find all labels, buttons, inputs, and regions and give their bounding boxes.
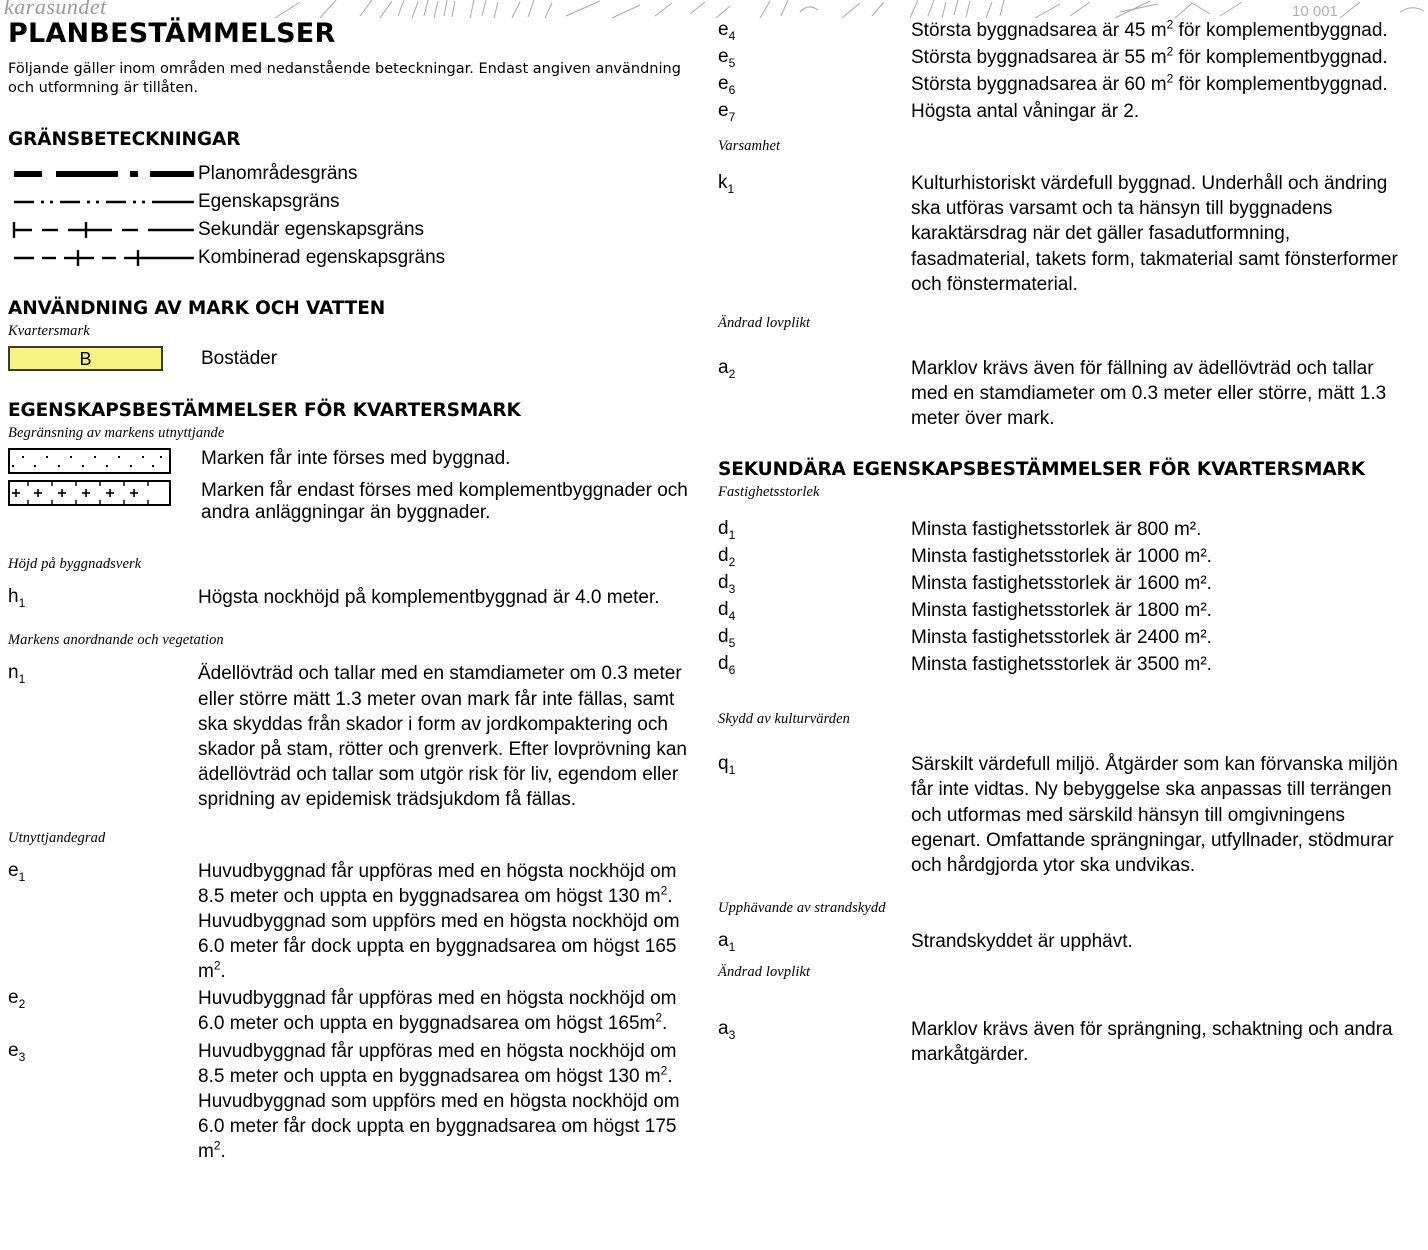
right-column [714, 18, 1428, 1069]
subhead-andrad-lovplikt-2: Ändrad lovplikt [718, 963, 811, 980]
limitation-text: Marken får inte förses med byggnad. [201, 447, 511, 469]
egenskapsgrans-line-icon [8, 188, 198, 216]
provision-code-index: 7 [728, 110, 736, 125]
provision-code [8, 661, 198, 686]
provision-code-letter: d [718, 545, 729, 567]
provision-code-letter: e [718, 46, 729, 68]
provision-a3 [718, 1017, 1410, 1067]
provision-e6 [718, 72, 1410, 97]
page-title: PLANBESTÄMMELSER [8, 18, 336, 49]
section-heading-property-provisions: EGENSKAPSBESTÄMMELSER FÖR KVARTERSMARK [8, 399, 521, 421]
land-use-code-box [8, 346, 163, 371]
provision-code [718, 625, 911, 650]
land-use-row-bostader [8, 344, 700, 374]
provision-code-letter: d [718, 626, 729, 648]
section-heading-boundaries: GRÄNSBETECKNINGAR [8, 128, 241, 150]
legend-row-egenskapsgrans [8, 188, 700, 216]
provision-code [8, 859, 198, 884]
provision-code [718, 517, 911, 542]
provision-text: Största byggnadsarea är 60 $m^2$ för komplementbyggnad. [911, 71, 1388, 96]
legend-label: Kombinerad egenskapsgräns [198, 247, 446, 269]
provision-text: Minsta fastighetsstorlek är 1800 m². [911, 600, 1212, 622]
provision-d2 [718, 544, 1410, 569]
provision-code [718, 598, 911, 623]
provision-code-index: 3 [728, 581, 736, 596]
section-heading-secondary-provisions: SEKUNDÄRA EGENSKAPSBESTÄMMELSER FÖR KVARTERSMARK [718, 458, 1365, 480]
provision-code-letter: k [718, 172, 728, 194]
subhead-begransning: Begränsning av markens utnyttjande [8, 424, 225, 441]
map-area-name: karasundet [4, 0, 107, 18]
provision-text: Minsta fastighetsstorlek är 3500 m². [911, 654, 1212, 676]
legend-row-planomradesgrans [8, 160, 700, 188]
provision-text: Minsta fastighetsstorlek är 800 m². [911, 518, 1202, 540]
provision-code-letter: e [8, 1039, 19, 1061]
provision-code [718, 72, 911, 97]
land-use-code: B [79, 348, 92, 369]
provision-code-index: 4 [728, 28, 736, 43]
subhead-varsamhet: Varsamhet [718, 138, 781, 155]
provision-code-letter: d [718, 653, 729, 675]
provision-code [718, 356, 911, 381]
provision-code-letter: d [718, 572, 729, 594]
provision-text: Ädellövträd och tallar med en stamdiameter om 0.3 meter eller större mätt 1.3 meter ovan mark får inte fällas, samt ska skyddas från skador i form av jordkompaktering och skador på stam, rötter och grenverk. Efter lovprövning kan ädellövträd och tallar som utgör risk för liv, egendom eller spridning av epidemisk trädsjukdom få fällas. [198, 663, 687, 810]
provision-e2 [8, 986, 700, 1036]
provision-code [718, 45, 911, 70]
provision-code-letter: d [718, 517, 729, 539]
provision-e5 [718, 45, 1410, 70]
provision-code [718, 99, 911, 124]
provision-code-letter: a [718, 356, 729, 378]
provision-q1 [718, 752, 1410, 877]
provision-code-index: 3 [18, 1049, 26, 1064]
map-coordinate-label: 10 001 [1292, 3, 1338, 18]
provision-code-letter: h [8, 586, 19, 608]
limitation-row-no-building [8, 448, 700, 474]
provision-code [718, 571, 911, 596]
limitation-text: Marken får endast förses med komplementbyggnader och andra anläggningar än byggnader. [201, 479, 688, 523]
subhead-utnyttjandegrad: Utnyttjandegrad [8, 829, 106, 846]
provision-text: Huvudbyggnad får uppföras med en högsta nockhöjd om 8.5 meter och uppta en byggnadsarea om högst 130 $m^2$. Huvudbyggnad som uppförs med en högsta nockhöjd om 6.0 meter får dock uppta en byggnadsarea om högst 175 $m^2$. [198, 1040, 680, 1162]
provision-code-index: 4 [728, 608, 736, 623]
provision-text: Minsta fastighetsstorlek är 1000 m². [911, 546, 1212, 568]
provision-k1 [718, 171, 1410, 296]
provision-code-letter: a [718, 929, 729, 951]
provision-code-index: 2 [728, 366, 736, 381]
limitation-row-only-complement [8, 480, 700, 525]
provision-code-letter: d [718, 599, 729, 621]
provision-code-letter: e [8, 987, 19, 1009]
provision-d6 [718, 652, 1410, 677]
provision-e3 [8, 1039, 700, 1164]
planomradesgrans-line-icon [8, 160, 198, 188]
subhead-andrad-lovplikt-1: Ändrad lovplikt [718, 314, 811, 331]
provision-text: Minsta fastighetsstorlek är 2400 m². [911, 627, 1212, 649]
provision-code [8, 1039, 198, 1064]
provision-code [8, 585, 198, 610]
provision-text: Kulturhistoriskt värdefull byggnad. Underhåll och ändring ska utföras varsamt och ta hänsyn till byggnadens karaktärsdrag när det gäller fasadutformning, fasadmaterial, takets form, takmaterial samt fönsterformer och fönstermaterial. [911, 173, 1398, 295]
provision-n1 [8, 661, 700, 811]
provision-code [718, 18, 911, 43]
provision-code-letter: e [718, 73, 729, 95]
provision-code-letter: e [8, 859, 19, 881]
legend-row-sekundar-egenskapsgrans [8, 216, 700, 244]
subhead-hojd-pa-byggnadsverk: Höjd på byggnadsverk [8, 556, 142, 573]
provision-code-letter: n [8, 662, 19, 684]
legend-row-kombinerad-egenskapsgrans [8, 244, 700, 272]
provision-code [718, 652, 911, 677]
provision-e7 [718, 99, 1410, 124]
provision-text: Största byggnadsarea är 55 $m^2$ för komplementbyggnad. [911, 44, 1388, 69]
provision-text: Marklov krävs även för sprängning, schaktning och andra markåtgärder. [911, 1018, 1393, 1065]
provision-code-index: 1 [18, 869, 26, 884]
land-use-label: Bostäder [201, 347, 278, 369]
kombinerad-egenskapsgrans-line-icon [8, 244, 198, 272]
provision-code [718, 171, 911, 196]
subhead-upphavande-av-strandskydd: Upphävande av strandskydd [718, 899, 886, 916]
intro-paragraph: Följande gäller inom områden med nedanstående beteckningar. Endast angiven användning och utformning är tillåten. [8, 61, 681, 97]
provision-text: Största byggnadsarea är 45 $m^2$ för komplementbyggnad. [911, 17, 1388, 41]
provision-code-letter: a [718, 1017, 729, 1039]
provision-h1 [8, 585, 700, 610]
provision-code-letter: e [718, 100, 729, 122]
legend-label: Egenskapsgräns [198, 191, 340, 213]
provision-code-index: 6 [728, 663, 736, 678]
legend-label: Planområdesgräns [198, 163, 358, 185]
provision-text: Högsta nockhöjd på komplementbyggnad är 4.0 meter. [198, 587, 660, 609]
provision-code-index: 2 [728, 554, 736, 569]
provision-code-index: 3 [728, 1027, 736, 1042]
provision-d5 [718, 625, 1410, 650]
provision-code-letter: e [718, 19, 729, 40]
map-sketch-icon [0, 0, 1428, 18]
provision-a1 [718, 929, 1410, 954]
provision-code-index: 6 [728, 82, 736, 97]
subhead-markens-anordnande: Markens anordnande och vegetation [8, 632, 224, 649]
provision-code-index: 1 [18, 672, 26, 687]
provision-a2 [718, 356, 1410, 431]
dotted-box-icon [8, 448, 171, 474]
provision-d3 [718, 571, 1410, 596]
provision-e1 [8, 859, 700, 984]
subhead-fastighetsstorlek: Fastighetsstorlek [718, 483, 820, 500]
provision-code-index: 5 [728, 55, 736, 70]
provision-code-index: 1 [728, 527, 736, 542]
provision-code-index: 1 [728, 763, 736, 778]
provision-code-letter: q [718, 753, 729, 775]
provision-text: Marklov krävs även för fällning av ädellövträd och tallar med en stamdiameter om 0.3 meter eller större, mätt 1.3 meter över mark. [911, 357, 1387, 429]
provision-text: Minsta fastighetsstorlek är 1600 m². [911, 573, 1212, 595]
left-column [0, 18, 714, 1166]
section-heading-land-use: ANVÄNDNING AV MARK OCH VATTEN [8, 297, 386, 319]
provision-d4 [718, 598, 1410, 623]
sekundar-egenskapsgrans-line-icon [8, 216, 198, 244]
provision-code [718, 929, 911, 954]
provision-d1 [718, 517, 1410, 542]
subhead-kvartersmark: Kvartersmark [8, 322, 90, 339]
provision-e4 [718, 18, 1410, 43]
provision-code [718, 544, 911, 569]
provision-text: Strandskyddet är upphävt. [911, 930, 1133, 952]
provision-code-index: 1 [18, 596, 26, 611]
provision-code-index: 1 [727, 182, 735, 197]
subhead-skydd-av-kulturvarden: Skydd av kulturvärden [718, 711, 851, 728]
provision-text: Högsta antal våningar är 2. [911, 101, 1140, 123]
map-strip-top [0, 0, 1428, 18]
provision-text: Särskilt värdefull miljö. Åtgärder som kan förvanska miljön får inte vidtas. Ny bebyggelse ska anpassas till terrängen och utformas med särskild hänsyn till omgivningens egenart. Omfattande sprängningar, utfyllnader, stödmurar och hårdgjorda ytor ska undvikas. [911, 754, 1398, 876]
plan-provisions-page [0, 18, 1428, 1166]
provision-code-index: 1 [728, 939, 736, 954]
provision-code-index: 2 [18, 997, 26, 1012]
provision-code [718, 752, 911, 777]
legend-label: Sekundär egenskapsgräns [198, 219, 425, 241]
provision-code [8, 986, 198, 1011]
provision-text: Huvudbyggnad får uppföras med en högsta nockhöjd om 6.0 meter och uppta en byggnadsarea om högst $165m^2$. [198, 988, 677, 1035]
provision-text: Huvudbyggnad får uppföras med en högsta nockhöjd om 8.5 meter och uppta en byggnadsarea om högst 130 $m^2$. Huvudbyggnad som uppförs med en högsta nockhöjd om 6.0 meter får dock uppta en byggnadsarea om högst 165 $m^2$. [198, 860, 680, 983]
plus-box-icon [8, 480, 171, 506]
provision-code-index: 5 [728, 636, 736, 651]
provision-code [718, 1017, 911, 1042]
